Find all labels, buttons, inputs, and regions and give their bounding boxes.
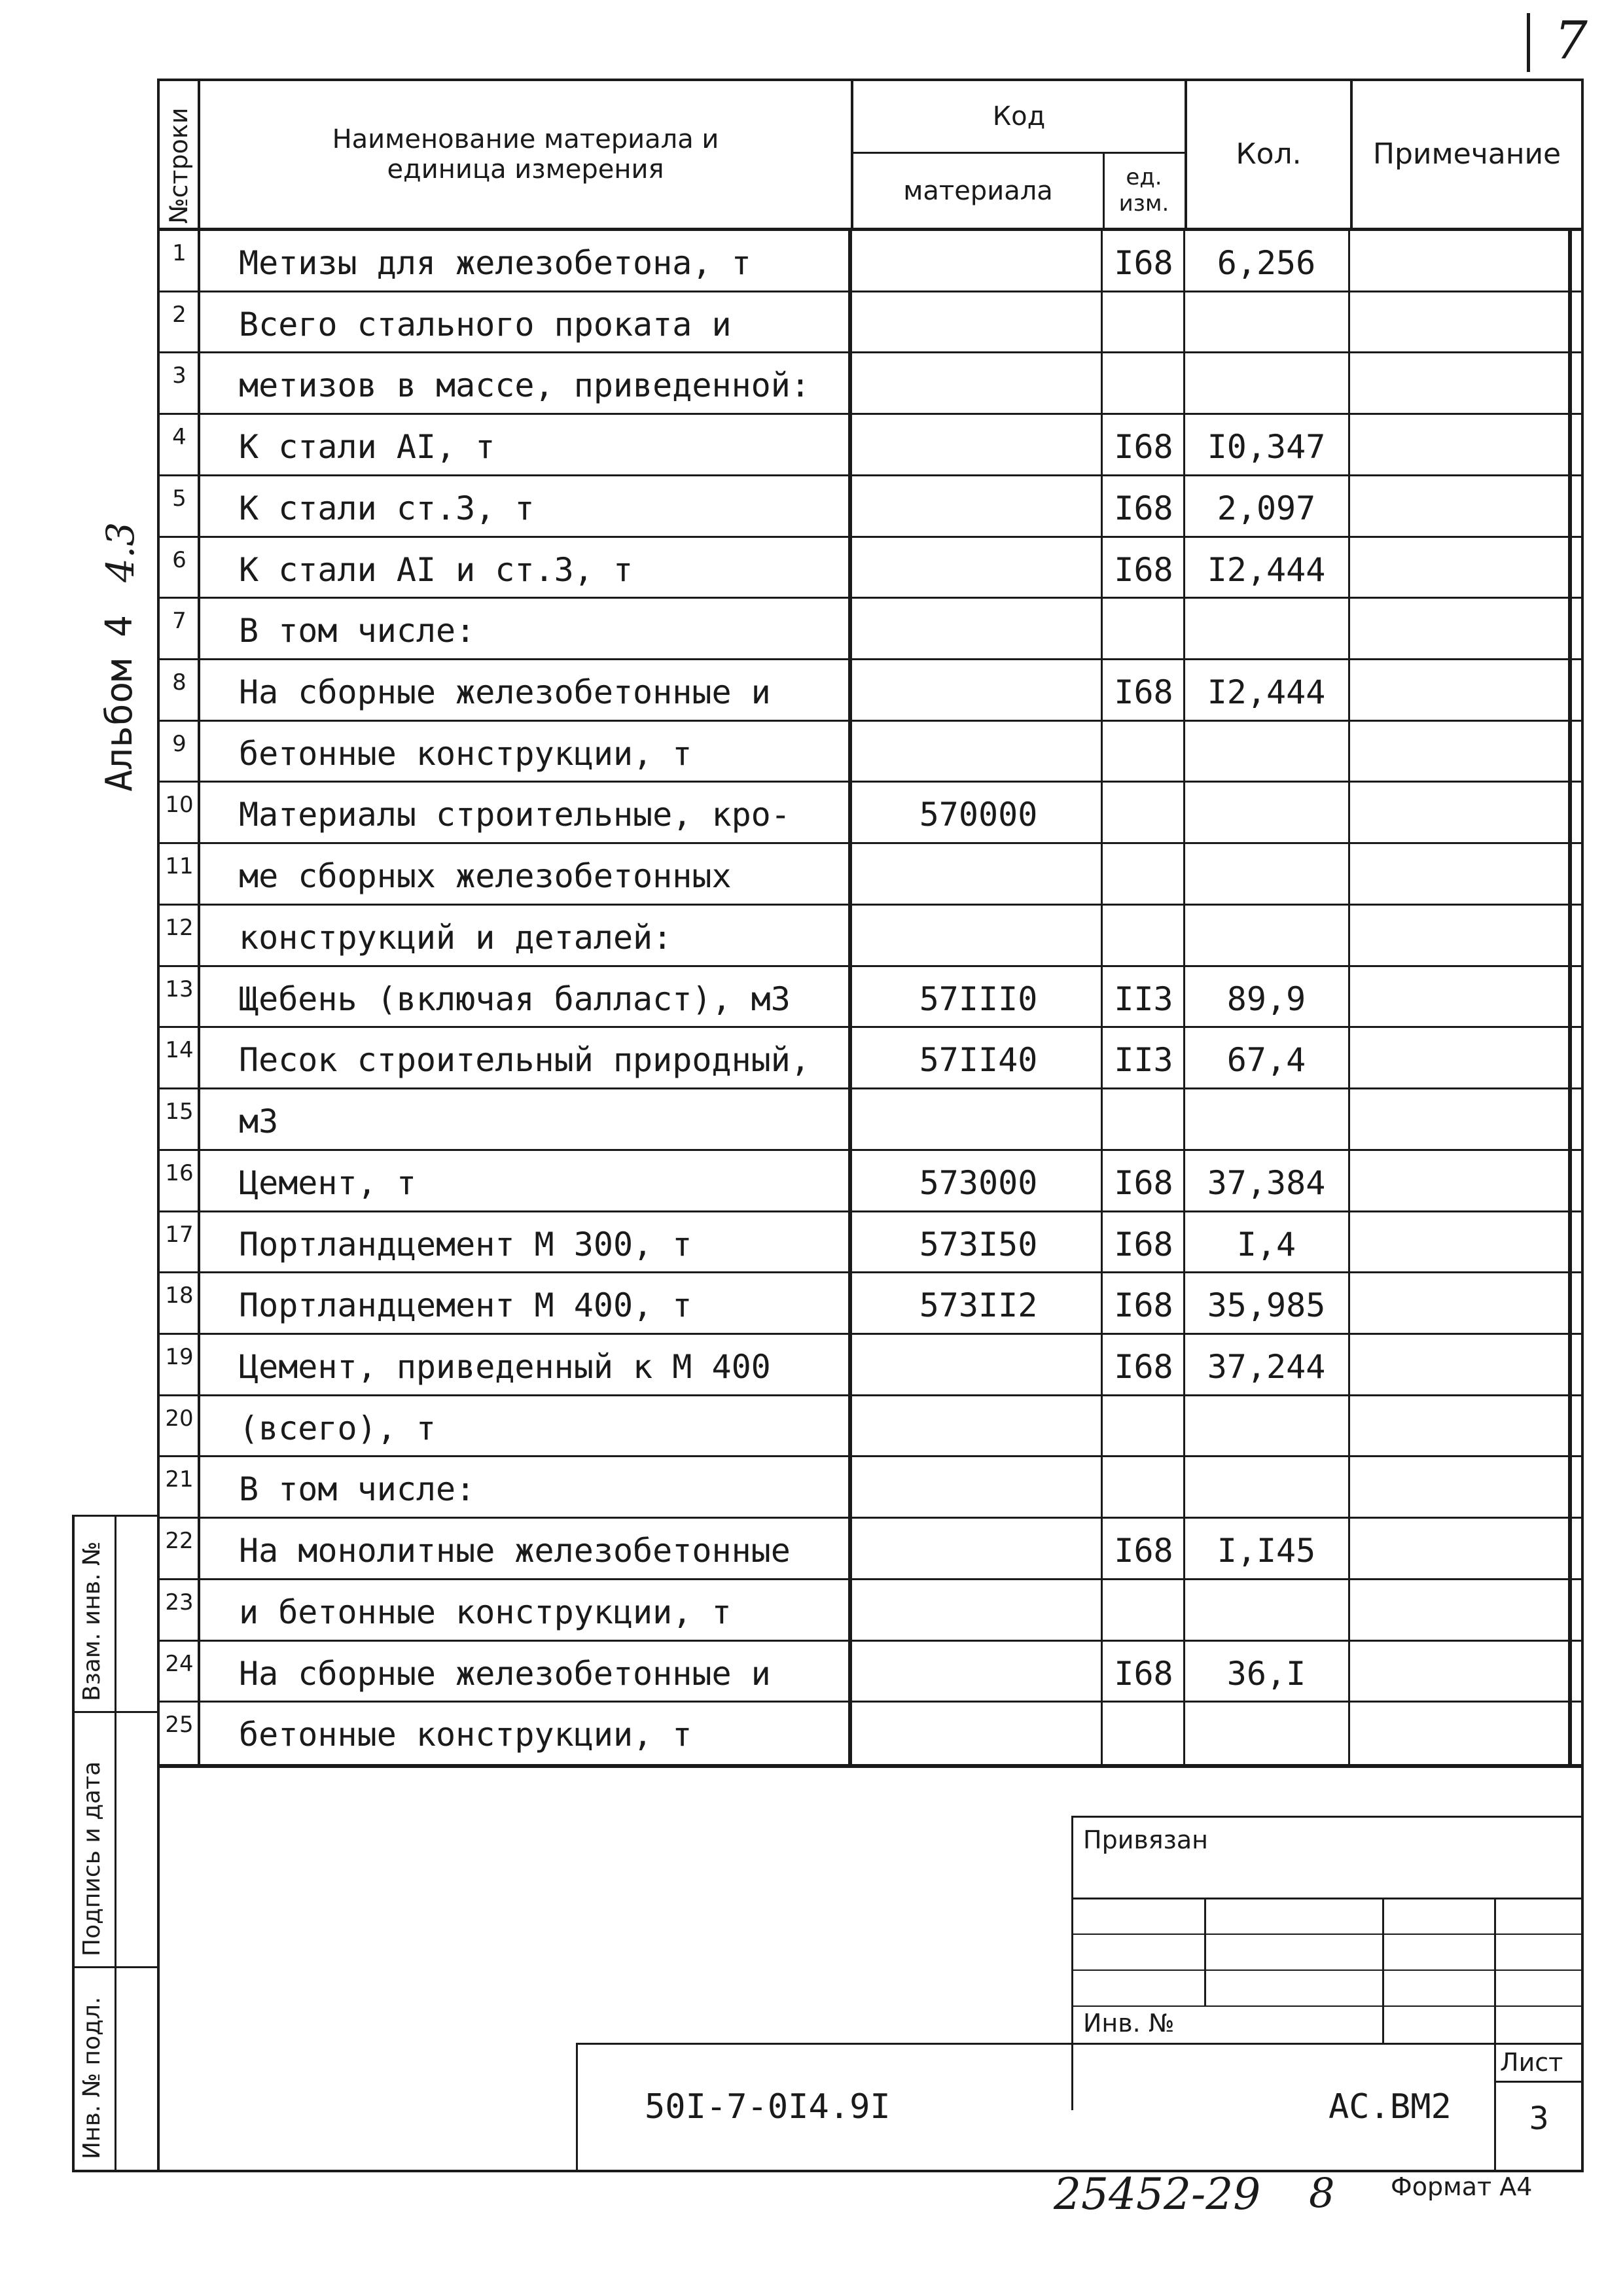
row-qty: I2,444 bbox=[1207, 673, 1326, 712]
row-unit: I68 bbox=[1114, 1654, 1173, 1693]
row-name: метизов в массе, приведенной: bbox=[239, 366, 810, 405]
table-row bbox=[0, 722, 1584, 783]
table-row bbox=[0, 1089, 1584, 1151]
header-qty: Кол. bbox=[1236, 137, 1302, 171]
row-number: 15 bbox=[165, 1099, 194, 1125]
side-stamp-podpis: Подпись и дата bbox=[79, 1761, 105, 1956]
table-row bbox=[0, 1151, 1584, 1212]
side-stamp-vzam: Взам. инв. № bbox=[79, 1541, 105, 1701]
handwritten-number: 25452-29 bbox=[1054, 2169, 1261, 2219]
row-name: К стали АI и ст.3, т bbox=[239, 550, 633, 589]
row-number: 24 bbox=[165, 1650, 194, 1677]
header-code-unit: ед. изм. bbox=[1118, 164, 1169, 217]
row-name: Портландцемент М 400, т bbox=[239, 1286, 692, 1325]
row-number: 22 bbox=[165, 1528, 194, 1555]
side-stamp-left bbox=[72, 1515, 75, 2172]
row-name: На монолитные железобетонные bbox=[239, 1532, 791, 1570]
row-unit: I68 bbox=[1114, 1286, 1173, 1325]
stamp-left bbox=[1071, 1816, 1073, 2110]
row-code: 573000 bbox=[919, 1163, 1038, 1202]
row-name: В том числе: bbox=[239, 1470, 476, 1509]
row-name: В том числе: bbox=[239, 612, 476, 650]
table-row bbox=[0, 353, 1584, 415]
frame-bottom bbox=[72, 2170, 1584, 2172]
row-name: Портландцемент М 300, т bbox=[239, 1225, 692, 1263]
row-qty: I2,444 bbox=[1207, 550, 1326, 589]
table-row bbox=[0, 538, 1584, 599]
row-name: м3 bbox=[239, 1103, 279, 1141]
header-name-line2: единица измерения bbox=[387, 154, 664, 185]
table-row bbox=[0, 292, 1584, 354]
row-unit: I68 bbox=[1114, 1163, 1173, 1202]
row-number: 12 bbox=[165, 914, 194, 941]
table-row bbox=[0, 1335, 1584, 1396]
row-unit: I68 bbox=[1114, 1347, 1173, 1386]
page-number-bar bbox=[1527, 13, 1530, 72]
row-number: 14 bbox=[165, 1037, 194, 1064]
table-row bbox=[0, 1703, 1584, 1764]
stamp-vline1 bbox=[1204, 1898, 1206, 2005]
row-number: 19 bbox=[165, 1343, 194, 1370]
row-unit: II3 bbox=[1114, 1041, 1173, 1080]
table-row bbox=[0, 1273, 1584, 1335]
album-label: Альбом 4 bbox=[98, 615, 141, 792]
row-name: К стали ст.3, т bbox=[239, 489, 535, 527]
stamp-line1 bbox=[1071, 1898, 1584, 1899]
table-row bbox=[0, 660, 1584, 722]
volume-label: 4.3 bbox=[98, 521, 143, 582]
header-name-cell bbox=[200, 81, 851, 228]
page-number: 7 bbox=[1554, 10, 1588, 71]
row-qty: 2,097 bbox=[1217, 489, 1316, 527]
table-row bbox=[0, 1396, 1584, 1458]
stamp-list-value: 3 bbox=[1529, 2100, 1549, 2137]
row-unit: I68 bbox=[1114, 1225, 1173, 1263]
header-num-cell bbox=[160, 81, 198, 228]
stamp-top bbox=[1071, 1816, 1584, 1818]
header-name-line1: Наименование материала и bbox=[332, 124, 719, 154]
side-stamp-div2 bbox=[72, 1966, 160, 1968]
header-code-material: материала bbox=[903, 175, 1053, 206]
row-name: и бетонные конструкции, т bbox=[239, 1593, 732, 1631]
row-name: ме сборных железобетонных bbox=[239, 857, 732, 896]
row-name: На сборные железобетонные и bbox=[239, 1654, 771, 1693]
row-qty: 35,985 bbox=[1207, 1286, 1326, 1325]
header-note: Примечание bbox=[1372, 137, 1561, 171]
table-row bbox=[0, 476, 1584, 538]
side-stamp-inv-podl: Инв. № подл. bbox=[79, 1996, 105, 2159]
row-name: конструкций и деталей: bbox=[239, 918, 673, 957]
row-number: 4 bbox=[172, 424, 187, 451]
stamp-line2 bbox=[1071, 1934, 1584, 1935]
row-code: 57III0 bbox=[919, 980, 1038, 1018]
row-number: 1 bbox=[172, 240, 187, 266]
row-qty: 6,256 bbox=[1217, 244, 1316, 282]
table-row bbox=[0, 783, 1584, 844]
table-row bbox=[0, 1028, 1584, 1089]
row-name: Метизы для железобетона, т bbox=[239, 244, 751, 282]
row-number: 11 bbox=[165, 853, 194, 880]
row-qty: 36,I bbox=[1226, 1654, 1306, 1693]
row-number: 3 bbox=[172, 362, 187, 389]
row-qty: 37,244 bbox=[1207, 1347, 1326, 1386]
row-code: 573I50 bbox=[919, 1225, 1038, 1263]
row-number: 21 bbox=[165, 1466, 194, 1493]
side-stamp-div1 bbox=[72, 1711, 160, 1713]
row-qty: 89,9 bbox=[1226, 980, 1306, 1018]
row-name: Щебень (включая балласт), м3 bbox=[239, 980, 791, 1018]
row-qty: I0,347 bbox=[1207, 428, 1326, 467]
header-num: №строки bbox=[164, 107, 193, 224]
format-label: Формат А4 bbox=[1391, 2172, 1533, 2201]
row-unit: I68 bbox=[1114, 1532, 1173, 1570]
row-name: Песок строительный природный, bbox=[239, 1041, 810, 1080]
row-name: бетонные конструкции, т bbox=[239, 1716, 692, 1754]
row-number: 5 bbox=[172, 485, 187, 512]
side-stamp-mid bbox=[115, 1515, 116, 2172]
row-name: Всего стального проката и bbox=[239, 305, 732, 344]
row-qty: I,I45 bbox=[1217, 1532, 1316, 1570]
table-row bbox=[0, 1457, 1584, 1519]
table-body bbox=[0, 231, 1584, 1764]
row-unit: I68 bbox=[1114, 428, 1173, 467]
row-number: 6 bbox=[172, 546, 187, 573]
row-name: (всего), т bbox=[239, 1409, 437, 1447]
stamp-sheet-code: АС.ВМ2 bbox=[1329, 2087, 1452, 2127]
table-row bbox=[0, 967, 1584, 1029]
row-name: Цемент, т bbox=[239, 1163, 416, 1202]
stamp-vline3 bbox=[1494, 1898, 1496, 2045]
row-unit: II3 bbox=[1114, 980, 1173, 1018]
row-name: бетонные конструкции, т bbox=[239, 734, 692, 773]
row-number: 17 bbox=[165, 1221, 194, 1248]
row-number: 10 bbox=[165, 792, 194, 819]
row-name: Материалы строительные, кро- bbox=[239, 796, 791, 834]
table-bottom-line bbox=[157, 1764, 1584, 1768]
table-row bbox=[0, 1519, 1584, 1580]
table-row bbox=[0, 844, 1584, 906]
row-number: 16 bbox=[165, 1159, 194, 1186]
stamp-list-label: Лист bbox=[1500, 2048, 1563, 2077]
stamp-inv-no: Инв. № bbox=[1083, 2009, 1175, 2038]
handwritten-number-2: 8 bbox=[1309, 2169, 1335, 2217]
row-name: К стали АI, т bbox=[239, 428, 495, 467]
row-name: На сборные железобетонные и bbox=[239, 673, 771, 712]
row-number: 13 bbox=[165, 976, 194, 1002]
stamp-list-div bbox=[1494, 2081, 1584, 2083]
row-number: 23 bbox=[165, 1589, 194, 1616]
row-name: Цемент, приведенный к М 400 bbox=[239, 1347, 771, 1386]
row-number: 7 bbox=[172, 608, 187, 635]
table-row bbox=[0, 1642, 1584, 1703]
table-row bbox=[0, 1580, 1584, 1642]
row-qty: 37,384 bbox=[1207, 1163, 1326, 1202]
stamp-main-top bbox=[576, 2043, 1584, 2045]
stamp-privyazan: Привязан bbox=[1083, 1826, 1208, 1854]
stamp-vline2 bbox=[1382, 1898, 1384, 2045]
row-number: 18 bbox=[165, 1282, 194, 1309]
row-qty: I,4 bbox=[1236, 1225, 1296, 1263]
row-code: 573II2 bbox=[919, 1286, 1038, 1325]
stamp-main-left bbox=[576, 2043, 578, 2172]
row-number: 8 bbox=[172, 669, 187, 696]
table-row bbox=[0, 231, 1584, 292]
table-row bbox=[0, 599, 1584, 660]
row-code: 57II40 bbox=[919, 1041, 1038, 1080]
row-number: 20 bbox=[165, 1405, 194, 1432]
header-code: Код bbox=[992, 101, 1046, 132]
row-unit: I68 bbox=[1114, 550, 1173, 589]
stamp-line4 bbox=[1071, 2005, 1584, 2007]
table-row bbox=[0, 906, 1584, 967]
stamp-doc-code: 50I-7-0I4.9I bbox=[645, 2087, 891, 2127]
row-unit: I68 bbox=[1114, 489, 1173, 527]
table-row bbox=[0, 415, 1584, 476]
row-unit: I68 bbox=[1114, 244, 1173, 282]
row-qty: 67,4 bbox=[1226, 1041, 1306, 1080]
table-row bbox=[0, 1212, 1584, 1274]
side-stamp-top bbox=[72, 1515, 160, 1517]
stamp-line3 bbox=[1071, 1969, 1584, 1971]
row-number: 2 bbox=[172, 301, 187, 328]
row-number: 9 bbox=[172, 730, 187, 757]
row-unit: I68 bbox=[1114, 673, 1173, 712]
row-code: 570000 bbox=[919, 796, 1038, 834]
row-number: 25 bbox=[165, 1712, 194, 1739]
